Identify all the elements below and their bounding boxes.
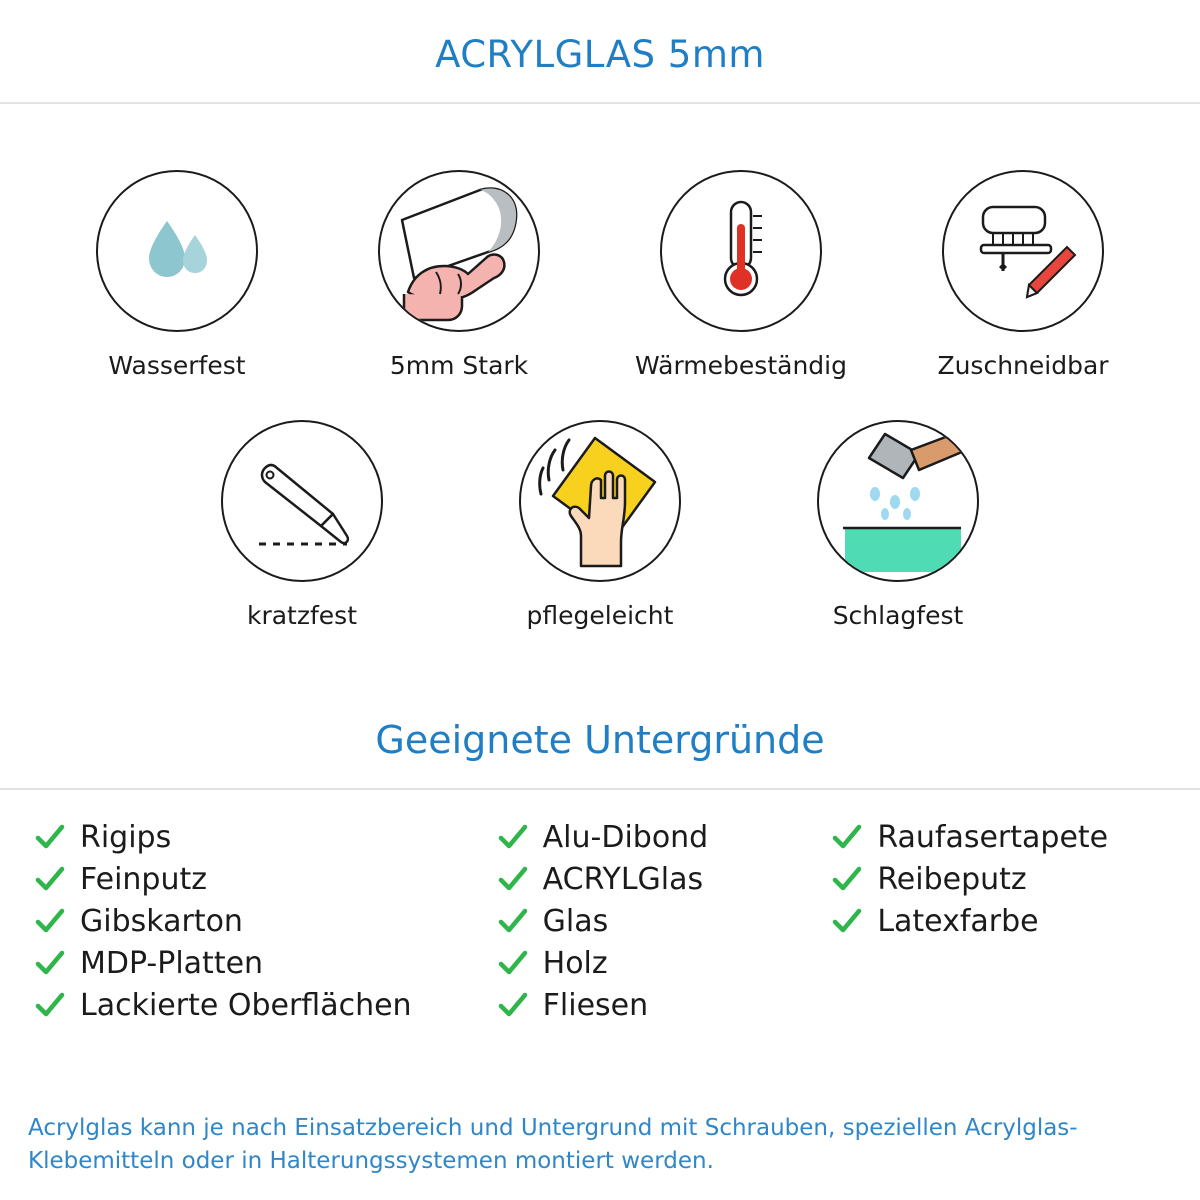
feature-icon-circle: [378, 170, 540, 332]
list-item-label: Alu-Dibond: [542, 819, 709, 855]
list-item: [831, 900, 1166, 942]
feature-icon-circle: [519, 420, 681, 582]
feature-icon-circle: [817, 420, 979, 582]
list-item: [34, 858, 497, 900]
list-item: [497, 900, 832, 942]
check-icon: [497, 905, 529, 937]
hammer-impact-icon: [819, 420, 977, 582]
check-icon: [497, 989, 529, 1021]
list-item-label: Reibeputz: [877, 861, 1027, 897]
list-item: [34, 816, 497, 858]
list-item-label: Glas: [542, 903, 609, 939]
list-item-label: Latexfarbe: [877, 903, 1039, 939]
check-icon: [34, 905, 66, 937]
feature-label: Zuschneidbar: [937, 351, 1109, 380]
feature-zuschneidbar: [923, 170, 1123, 380]
check-icon: [497, 947, 529, 979]
feature-icon-circle: [660, 170, 822, 332]
feature-label: Wärmebeständig: [635, 351, 847, 380]
list-item-label: Gibskarton: [80, 903, 243, 939]
thermometer-icon: [686, 194, 796, 308]
list-item: [831, 858, 1166, 900]
feature-row-1: [0, 170, 1200, 380]
mounting-note: Acrylglas kann je nach Einsatzbereich und Untergrund mit Schrauben, speziellen Acrylglas-Klebemitteln oder in Halterungssystemen montiert werden.: [28, 1115, 1078, 1174]
list-item-label: Lackierte Oberflächen: [80, 987, 412, 1023]
water-drops-icon: [127, 199, 227, 303]
list-item-label: Fliesen: [542, 987, 649, 1023]
list-item-label: Rigips: [80, 819, 172, 855]
feature-label: pflegeleicht: [526, 601, 674, 630]
list-item-label: Raufasertapete: [877, 819, 1109, 855]
list-item-label: Holz: [542, 945, 608, 981]
page-title: ACRYLGLAS 5mm: [435, 33, 765, 76]
feature-icon-circle: [942, 170, 1104, 332]
list-item-label: ACRYLGlas: [542, 861, 704, 897]
check-icon: [497, 821, 529, 853]
substrates-column-2: [497, 816, 832, 1026]
substrates-column-3: [831, 816, 1166, 1026]
check-icon: [34, 863, 66, 895]
feature-icon-circle: [96, 170, 258, 332]
substrates-title: Geeignete Untergründe: [375, 718, 825, 762]
list-item: [497, 942, 832, 984]
list-item: [34, 942, 497, 984]
cleaning-hand-cloth-icon: [525, 424, 675, 578]
feature-5mm-stark: [359, 170, 559, 380]
feature-kratzfest: [202, 420, 402, 630]
feature-waermebestaendig: [635, 170, 847, 380]
feature-row-2: [0, 420, 1200, 630]
check-icon: [831, 821, 863, 853]
feature-icon-circle: [221, 420, 383, 582]
check-icon: [34, 821, 66, 853]
substrates-column-1: [34, 816, 497, 1026]
check-icon: [831, 863, 863, 895]
list-item: [831, 816, 1166, 858]
check-icon: [497, 863, 529, 895]
jigsaw-cutter-icon: [963, 189, 1083, 313]
list-item-label: MDP-Platten: [80, 945, 264, 981]
check-icon: [34, 947, 66, 979]
check-icon: [831, 905, 863, 937]
features-section: [0, 104, 1200, 630]
list-item: [497, 984, 832, 1026]
list-item: [497, 816, 832, 858]
list-item-label: Feinputz: [80, 861, 207, 897]
check-icon: [34, 989, 66, 1021]
feature-label: 5mm Stark: [389, 351, 529, 380]
strong-arm-icon: [384, 174, 534, 328]
list-item: [497, 858, 832, 900]
feature-wasserfest: [77, 170, 277, 380]
feature-schlagfest: [798, 420, 998, 630]
knife-scratch-icon: [237, 434, 367, 568]
feature-label: Wasserfest: [108, 351, 246, 380]
feature-label: Schlagfest: [832, 601, 964, 630]
substrates-list: [0, 790, 1200, 1026]
list-item: [34, 900, 497, 942]
feature-pflegeleicht: [500, 420, 700, 630]
list-item: [34, 984, 497, 1026]
feature-label: kratzfest: [246, 601, 357, 630]
